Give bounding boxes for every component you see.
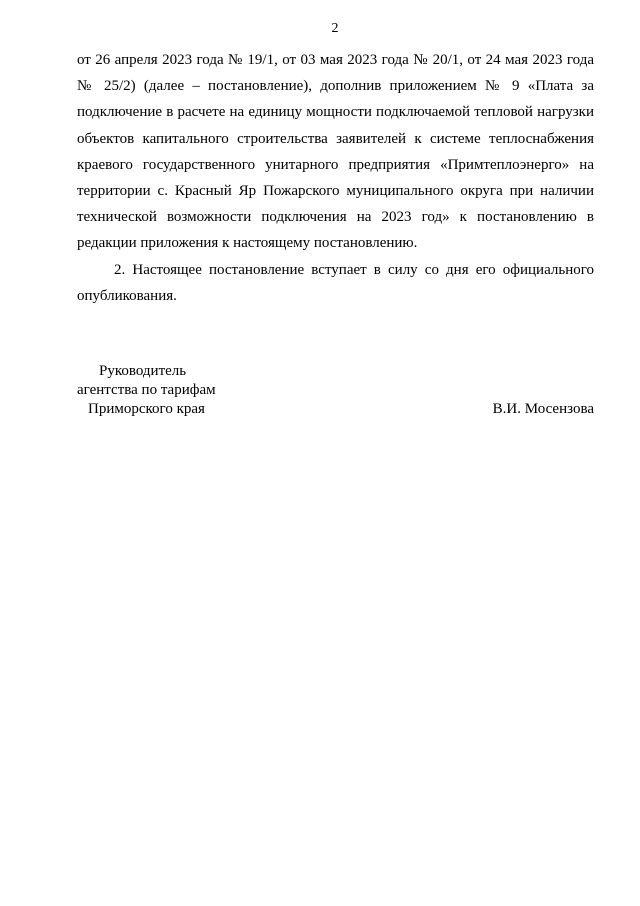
signatory-position-line: Руководитель	[99, 363, 187, 379]
text-line: краевого государственного унитарного предприятия «Примтеплоэнерго» на	[77, 156, 594, 173]
text-line: редакции приложения к настоящему постановлению.	[77, 235, 418, 252]
text-line: территории с. Красный Яр Пожарского муниципального округа при наличии	[77, 183, 594, 200]
text-line: объектов капитального строительства заявителей к системе теплоснабжения	[77, 130, 594, 147]
signatory-position-line: Приморского края	[88, 401, 205, 417]
page-number: 2	[331, 21, 339, 36]
paragraph-2	[77, 257, 594, 309]
signatory-position-line: агентства по тарифам	[77, 382, 216, 398]
text-line: подключение в расчете на единицу мощности подключаемой тепловой нагрузки	[77, 104, 594, 121]
text-line: от 26 апреля 2023 года № 19/1, от 03 мая 2023 года № 20/1, от 24 мая 2023 года	[77, 52, 594, 68]
signatory-position	[77, 362, 216, 419]
document-body	[77, 47, 594, 309]
paragraph-1	[77, 47, 594, 257]
signatory-name: В.И. Мосензова	[492, 401, 594, 417]
text-line: технической возможности подключения на 2023 год» к постановлению в	[77, 209, 594, 226]
text-line: № 25/2) (далее – постановление), дополнив приложением № 9 «Плата за	[77, 78, 594, 95]
text-line: 2. Настоящее постановление вступает в силу со дня его официального	[114, 261, 594, 278]
text-line: опубликования.	[77, 287, 177, 304]
